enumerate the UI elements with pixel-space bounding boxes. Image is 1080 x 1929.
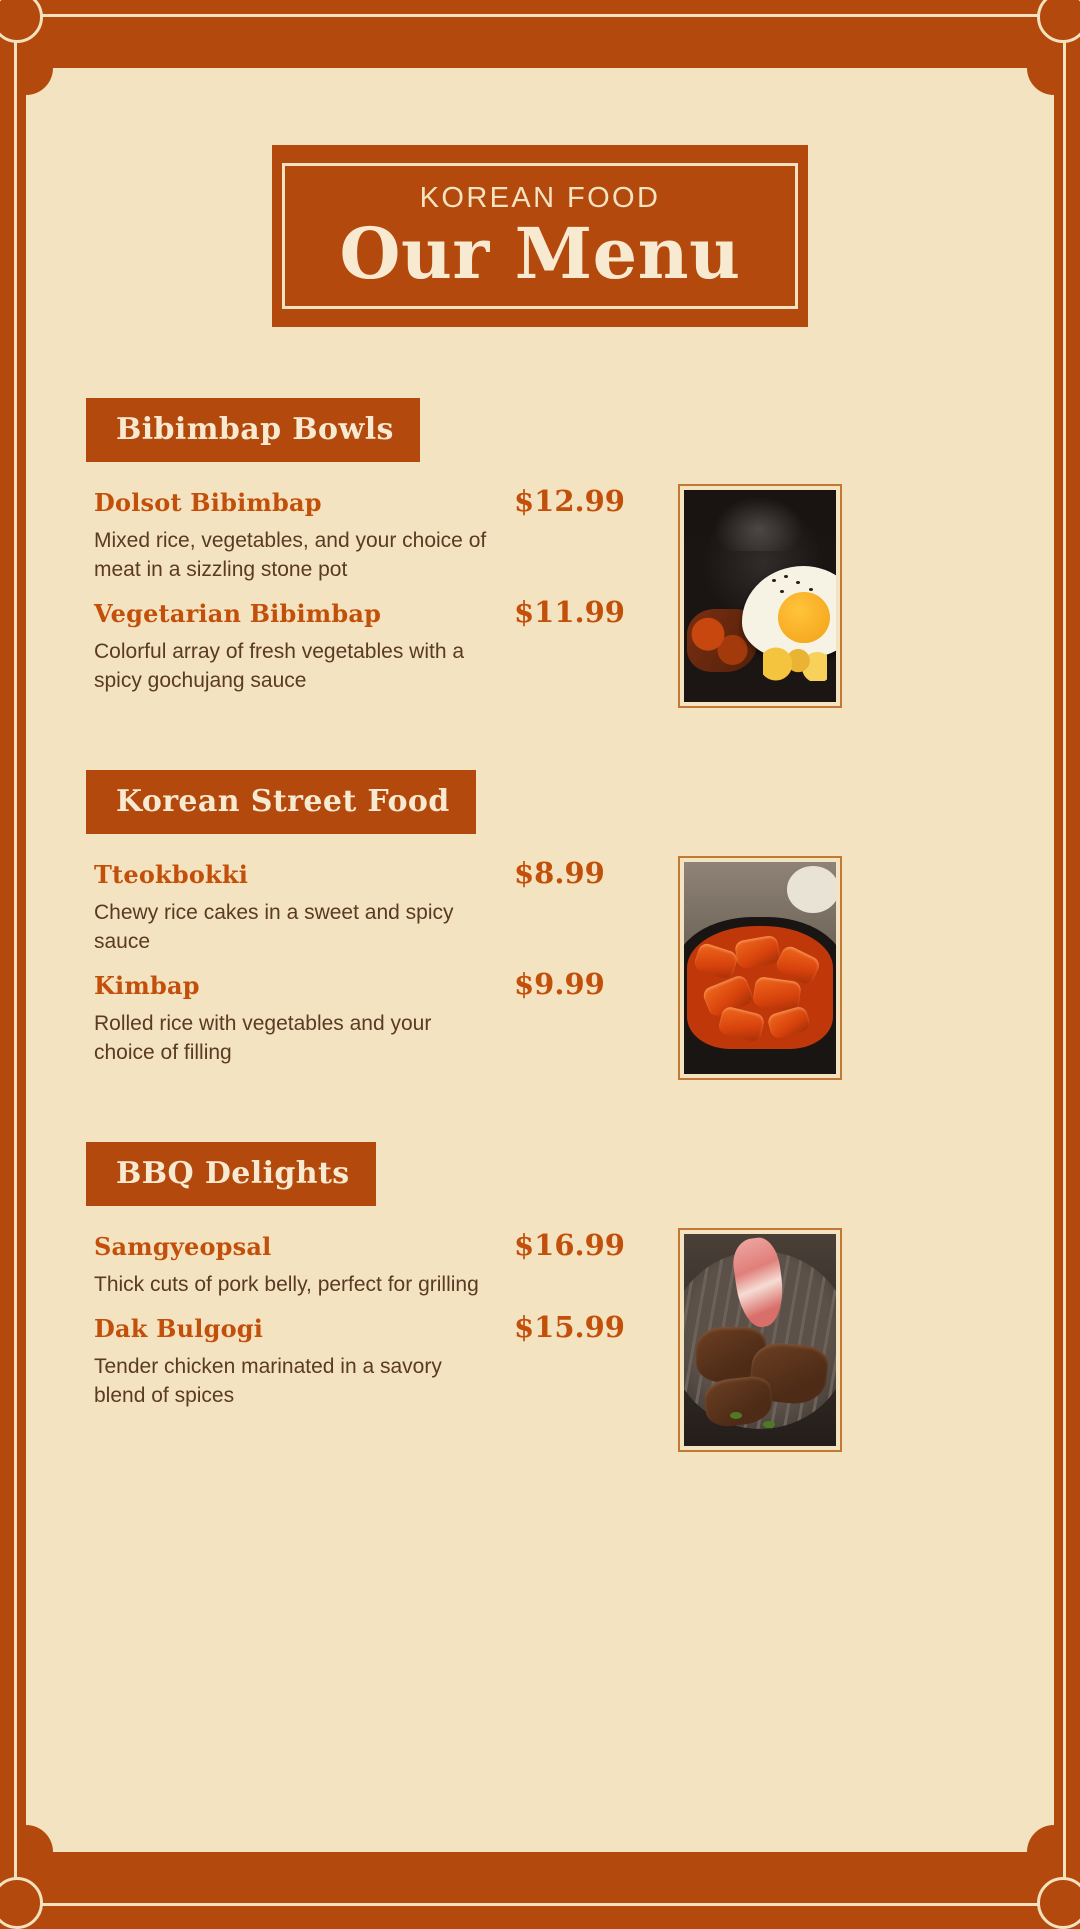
corner-notch-bottom-left <box>0 1877 43 1929</box>
menu-eyebrow: KOREAN FOOD <box>419 181 661 214</box>
menu-item-description: Rolled rice with vegetables and your choice of filling <box>94 1011 432 1064</box>
panel-corner-top-right <box>1027 68 1054 95</box>
green-onion-garnish <box>763 1421 775 1428</box>
sesame-seed <box>809 588 813 591</box>
menu-sections <box>26 398 1054 1492</box>
menu-item[interactable] <box>94 856 654 957</box>
menu-section-bbq-delights <box>26 1142 1054 1452</box>
menu-item-price: $11.99 <box>514 594 625 629</box>
section-heading: Bibimbap Bowls <box>86 398 420 462</box>
green-onion-garnish <box>730 1412 742 1419</box>
tteokbokki-photo-frame <box>678 856 842 1080</box>
corner-notch-top-left <box>0 0 43 43</box>
panel-corner-bottom-right <box>1027 1825 1054 1852</box>
dolsot-bibimbap-photo-frame <box>678 484 842 708</box>
corner-notch-top-right <box>1037 0 1080 43</box>
menu-item-name: Dak Bulgogi <box>94 1313 264 1343</box>
menu-item-price: $8.99 <box>514 856 605 890</box>
korean-bbq-photo-frame <box>678 1228 842 1452</box>
section-items <box>94 856 654 1078</box>
tteokbokki-photo <box>684 862 836 1074</box>
menu-panel <box>26 68 1054 1852</box>
menu-item-description: Mixed rice, vegetables, and your choice of meat in a sizzling stone pot <box>94 529 487 581</box>
menu-item-name: Vegetarian Bibimbap <box>94 598 382 628</box>
menu-item[interactable] <box>94 967 654 1068</box>
menu-item-price: $15.99 <box>514 1309 625 1344</box>
menu-item-description: Tender chicken marinated in a savory blend of spices <box>94 1354 442 1407</box>
menu-item-name: Dolsot Bibimbap <box>94 488 322 517</box>
page-title: Our Menu <box>339 211 741 295</box>
menu-item-price: $16.99 <box>514 1228 625 1262</box>
egg-yolk <box>778 592 830 643</box>
menu-item-price: $9.99 <box>514 966 605 1001</box>
corner-notch-bottom-right <box>1037 1877 1080 1929</box>
menu-item[interactable] <box>94 484 654 585</box>
side-dish-bowl <box>787 866 836 913</box>
panel-corner-top-left <box>26 68 53 95</box>
dolsot-bibimbap-photo <box>684 490 836 702</box>
corn-kernels <box>763 647 827 681</box>
steam-wisp <box>714 496 802 551</box>
menu-item-price: $12.99 <box>514 484 625 518</box>
menu-item[interactable] <box>94 1310 654 1411</box>
menu-item[interactable] <box>94 1228 654 1300</box>
rice-cake <box>752 976 801 1012</box>
panel-corner-bottom-left <box>26 1825 53 1852</box>
header-plaque <box>272 145 808 327</box>
menu-item-description: Colorful array of fresh vegetables with a spicy gochujang sauce <box>94 639 465 692</box>
section-items <box>94 1228 654 1421</box>
menu-item-description: Chewy rice cakes in a sweet and spicy sauce <box>94 901 454 953</box>
section-heading: Korean Street Food <box>86 770 476 834</box>
section-items <box>94 484 654 706</box>
sesame-seed <box>780 590 784 593</box>
header-plaque-inner-border <box>282 163 798 309</box>
section-heading: BBQ Delights <box>86 1142 376 1206</box>
menu-section-korean-street-food <box>26 770 1054 1080</box>
menu-item[interactable] <box>94 595 654 696</box>
menu-item-name: Tteokbokki <box>94 860 249 889</box>
menu-section-bibimbap-bowls <box>26 398 1054 708</box>
menu-item-description: Thick cuts of pork belly, perfect for grilling <box>94 1273 479 1296</box>
menu-item-name: Kimbap <box>94 970 200 1000</box>
menu-item-name: Samgyeopsal <box>94 1232 272 1261</box>
korean-bbq-photo <box>684 1234 836 1446</box>
